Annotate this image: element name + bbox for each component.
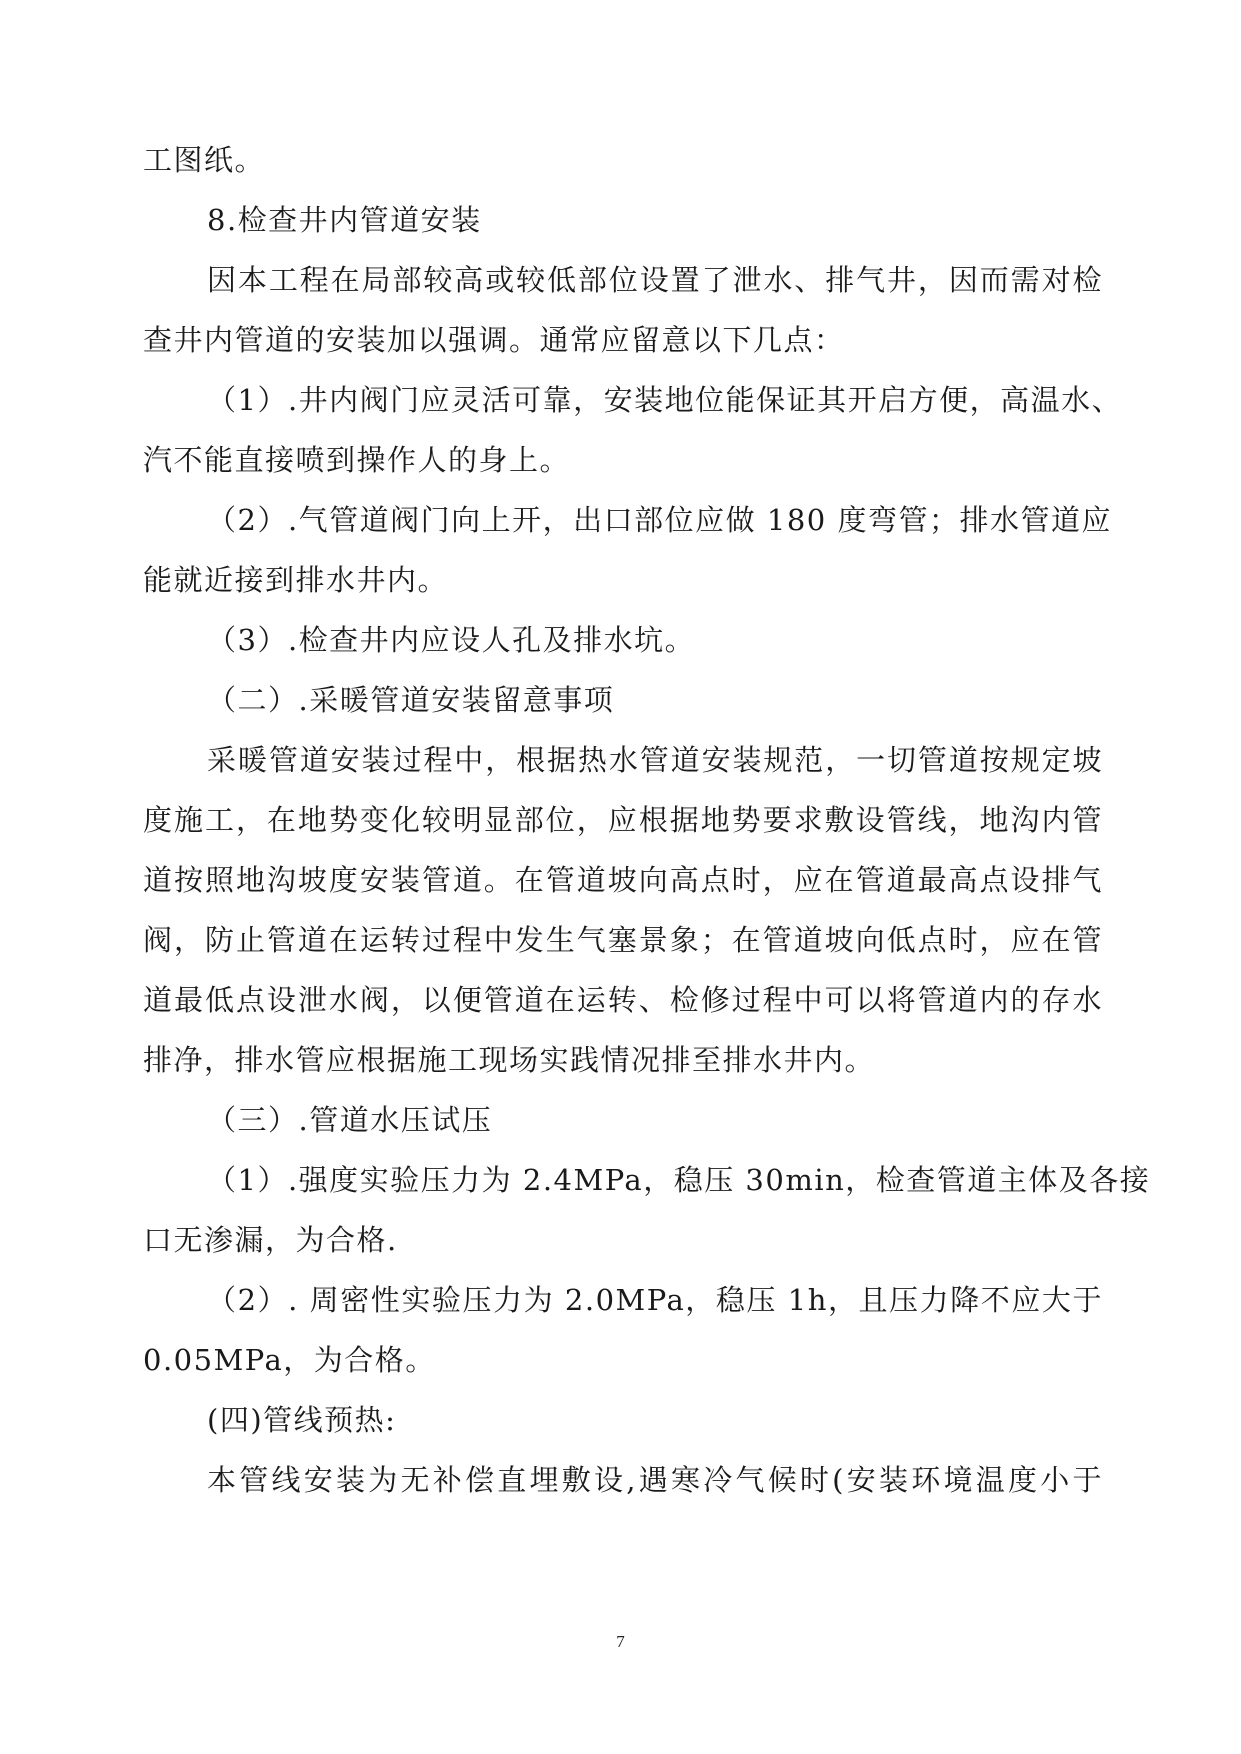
text-line: 采暖管道安装过程中，根据热水管道安装规范，一切管道按规定坡 — [207, 743, 1103, 777]
section-heading: （二）.采暖管道安装留意事项 — [207, 683, 615, 717]
section-heading: （三）.管道水压试压 — [207, 1103, 493, 1137]
text-line: 阀，防止管道在运转过程中发生气塞景象；在管道坡向低点时，应在管 — [143, 923, 1103, 957]
text-line: 汽不能直接喷到操作人的身上。 — [143, 443, 571, 477]
text-line: 排净，排水管应根据施工现场实践情况排至排水井内。 — [143, 1043, 876, 1077]
text-line: （2）.气管道阀门向上开，出口部位应做 180 度弯管；排水管道应 — [207, 503, 1112, 537]
text-line: 工图纸。 — [143, 143, 266, 177]
text-line: 查井内管道的安装加以强调。通常应留意以下几点： — [143, 323, 845, 357]
text-line: 口无渗漏，为合格. — [143, 1223, 398, 1257]
section-heading: 8.检查井内管道安装 — [207, 203, 482, 237]
text-line: （1）.强度实验压力为 2.4MPa，稳压 30min，检查管道主体及各接 — [207, 1163, 1151, 1197]
text-line: 道最低点设泄水阀，以便管道在运转、检修过程中可以将管道内的存水 — [143, 983, 1103, 1017]
text-line: （2）. 周密性实验压力为 2.0MPa，稳压 1h，且压力降不应大于 — [207, 1283, 1103, 1317]
text-line: 本管线安装为无补偿直埋敷设,遇寒冷气候时(安装环境温度小于 — [207, 1463, 1103, 1497]
text-line: 能就近接到排水井内。 — [143, 563, 449, 597]
page-number: 7 — [616, 1632, 625, 1651]
text-line: （3）.检查井内应设人孔及排水坑。 — [207, 623, 696, 657]
text-line: 0.05MPa，为合格。 — [143, 1343, 436, 1377]
text-line: 道按照地沟坡度安装管道。在管道坡向高点时，应在管道最高点设排气 — [143, 863, 1103, 897]
text-line: 因本工程在局部较高或较低部位设置了泄水、排气井，因而需对检 — [207, 263, 1103, 297]
text-line: （1）.井内阀门应灵活可靠，安装地位能保证其开启方便，高温水、 — [207, 383, 1123, 417]
text-line: 度施工，在地势变化较明显部位，应根据地势要求敷设管线，地沟内管 — [143, 803, 1103, 837]
section-heading: (四)管线预热: — [207, 1403, 397, 1437]
